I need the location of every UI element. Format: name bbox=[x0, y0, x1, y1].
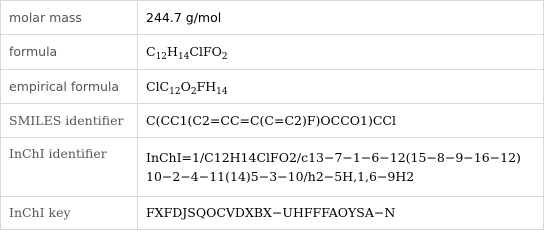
row-value: 244.7 g/mol bbox=[138, 1, 544, 35]
inchi-line-1: InChI=1/C12H14ClFO2/c13−7−1−6−12(15−8−9−16−12) bbox=[146, 150, 521, 165]
row-label: InChI key bbox=[1, 197, 138, 230]
table-row-inchi bbox=[1, 138, 544, 197]
row-value-inchi bbox=[138, 138, 544, 197]
row-label: empirical formula bbox=[1, 70, 138, 104]
formula-subscript: 14 bbox=[177, 52, 190, 62]
row-value-empirical-formula bbox=[138, 70, 544, 104]
formula-part: O bbox=[180, 78, 191, 94]
inchi-line-2: 10−2−4−11(14)5−3−10/h2−5H,1,6−9H2 bbox=[146, 169, 415, 184]
row-value-formula bbox=[138, 35, 544, 70]
row-value: C(CC1(C2=CC=C(C=C2)F)OCCO1)CCl bbox=[138, 104, 544, 138]
formula-part: H bbox=[167, 44, 178, 59]
table-row-inchi-key bbox=[1, 197, 544, 230]
formula-subscript: 2 bbox=[221, 52, 228, 62]
table-row-formula bbox=[1, 35, 544, 70]
row-label: molar mass bbox=[1, 1, 138, 35]
row-label: InChI identifier bbox=[1, 138, 138, 197]
table-row-molar-mass bbox=[1, 1, 544, 35]
row-label: formula bbox=[1, 35, 138, 70]
formula-subscript: 14 bbox=[216, 86, 228, 97]
formula-part: ClFO bbox=[189, 44, 222, 59]
formula-subscript: 12 bbox=[155, 52, 168, 62]
table-row-smiles bbox=[1, 104, 544, 138]
formula-subscript: 12 bbox=[169, 86, 181, 97]
formula-subscript: 2 bbox=[190, 86, 197, 97]
formula-part: FH bbox=[196, 78, 217, 94]
row-label: SMILES identifier bbox=[1, 104, 138, 138]
formula-part: C bbox=[146, 44, 156, 59]
formula-part: ClC bbox=[146, 78, 170, 94]
table-row-empirical-formula bbox=[1, 70, 544, 104]
row-value: FXFDJSQOCVDXBX−UHFFFAOYSA−N bbox=[138, 197, 544, 230]
